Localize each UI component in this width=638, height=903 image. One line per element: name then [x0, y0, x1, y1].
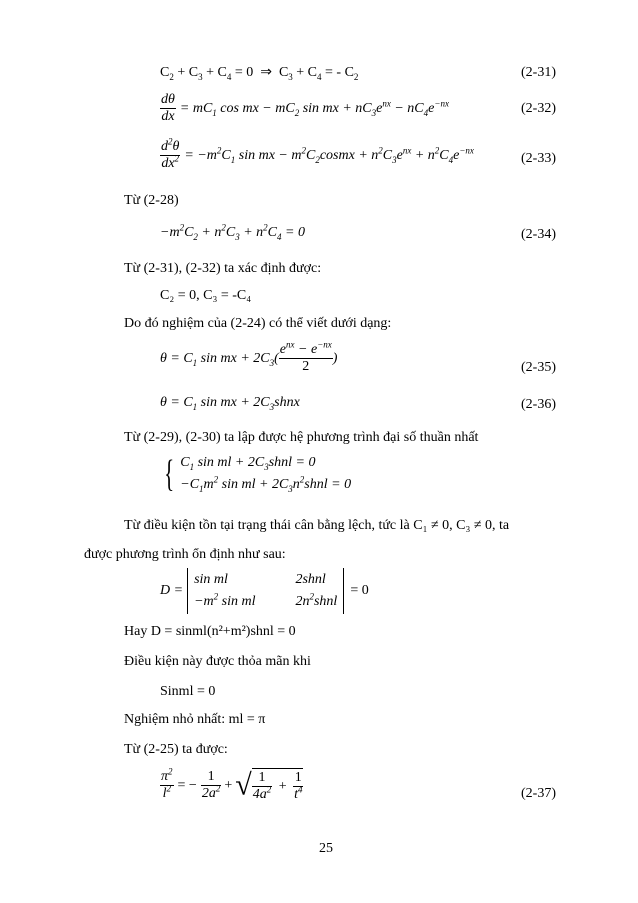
text-hay-d: Hay D = sinml(n²+m²)shnl = 0	[124, 624, 296, 639]
eq-label-2-32: (2-32)	[521, 101, 556, 116]
equation-2-32: $\frac{d\theta}{dx}$ = $mC_1$ cos mx − $mC_2$ sin mx + $nC_3e^{nx} - nC_4e^{-nx}$	[161, 92, 449, 125]
equation-2-37: $\frac{\pi^2}{l^2}$ = − $\frac{1}{2a^2}$ + √ $\frac{1}{4a^2}$ + $\frac{1}{t^4}$	[161, 766, 303, 803]
text-dieu-kien: Điều kiện này được thỏa mãn khi	[124, 654, 311, 669]
text-tu-2-31: Từ (2-31), (2-32) ta xác định được:	[124, 261, 322, 276]
text-nghiem: Nghiệm nhỏ nhất: ml = π	[124, 712, 266, 727]
equation-2-33: $\frac{d^2\theta}{dx^2}$ = $-m^2C_1$ sin mx − $m^2C_2cosmx + n^2C_3e^{nx} + n^2C_4e^{-nx}$	[161, 136, 474, 172]
text-tu-2-29: Từ (2-29), (2-30) ta lập được hệ phương trình đại số thuần nhất	[124, 430, 479, 445]
equation-2-34: $-m^2C_2 + n^2C_3 + n^2C_4 = 0$	[160, 222, 305, 242]
equation-2-31: $C_2 + C_3 + C_4 = 0$ ⇒ $C_3 + C_4$ = - $C_2$	[160, 65, 359, 82]
text-para-2: được phương trình ổn định như sau:	[84, 547, 286, 562]
eq-label-2-34: (2-34)	[521, 227, 556, 242]
equation-2-35: $\theta = C_1$ sin mx + $2C_3$( $\frac{e^{nx} - e^{-nx}}{2}$ )	[160, 339, 338, 375]
eq-label-2-33: (2-33)	[521, 151, 556, 166]
text-tu-2-25: Từ (2-25) ta được:	[124, 742, 228, 757]
determinant-equation: D = sin ml 2shnl $-m^2$ sin ml $2n^2shnl$ = 0	[160, 568, 369, 614]
text-tu-2-28: Từ (2-28)	[124, 193, 179, 208]
text-sinml: Sinml = 0	[160, 684, 216, 699]
text-do-do: Do đó nghiệm của (2-24) có thể viết dưới dạng:	[124, 316, 392, 331]
text-para-1: Từ điều kiện tồn tại trạng thái cân bằng lệch, tức là C₁ ≠ 0, C₃ ≠ 0, ta	[124, 518, 510, 533]
eq-label-2-35: (2-35)	[521, 360, 556, 375]
equation-2-36: $\theta = C_1$ sin mx + $2C_3shnx$	[160, 395, 300, 412]
text-c2-c3: C₂ = 0, C₃ = -C₄	[160, 288, 252, 303]
equation-system: { $C_1$ sin ml + $2C_3shnl = 0$ $-C_1m^2$ sin ml + $2C_3n^2shnl = 0$	[164, 452, 352, 495]
eq-label-2-31: (2-31)	[521, 65, 556, 80]
page-number: 25	[319, 841, 333, 856]
eq-label-2-36: (2-36)	[521, 397, 556, 412]
eq-label-2-37: (2-37)	[521, 786, 556, 801]
